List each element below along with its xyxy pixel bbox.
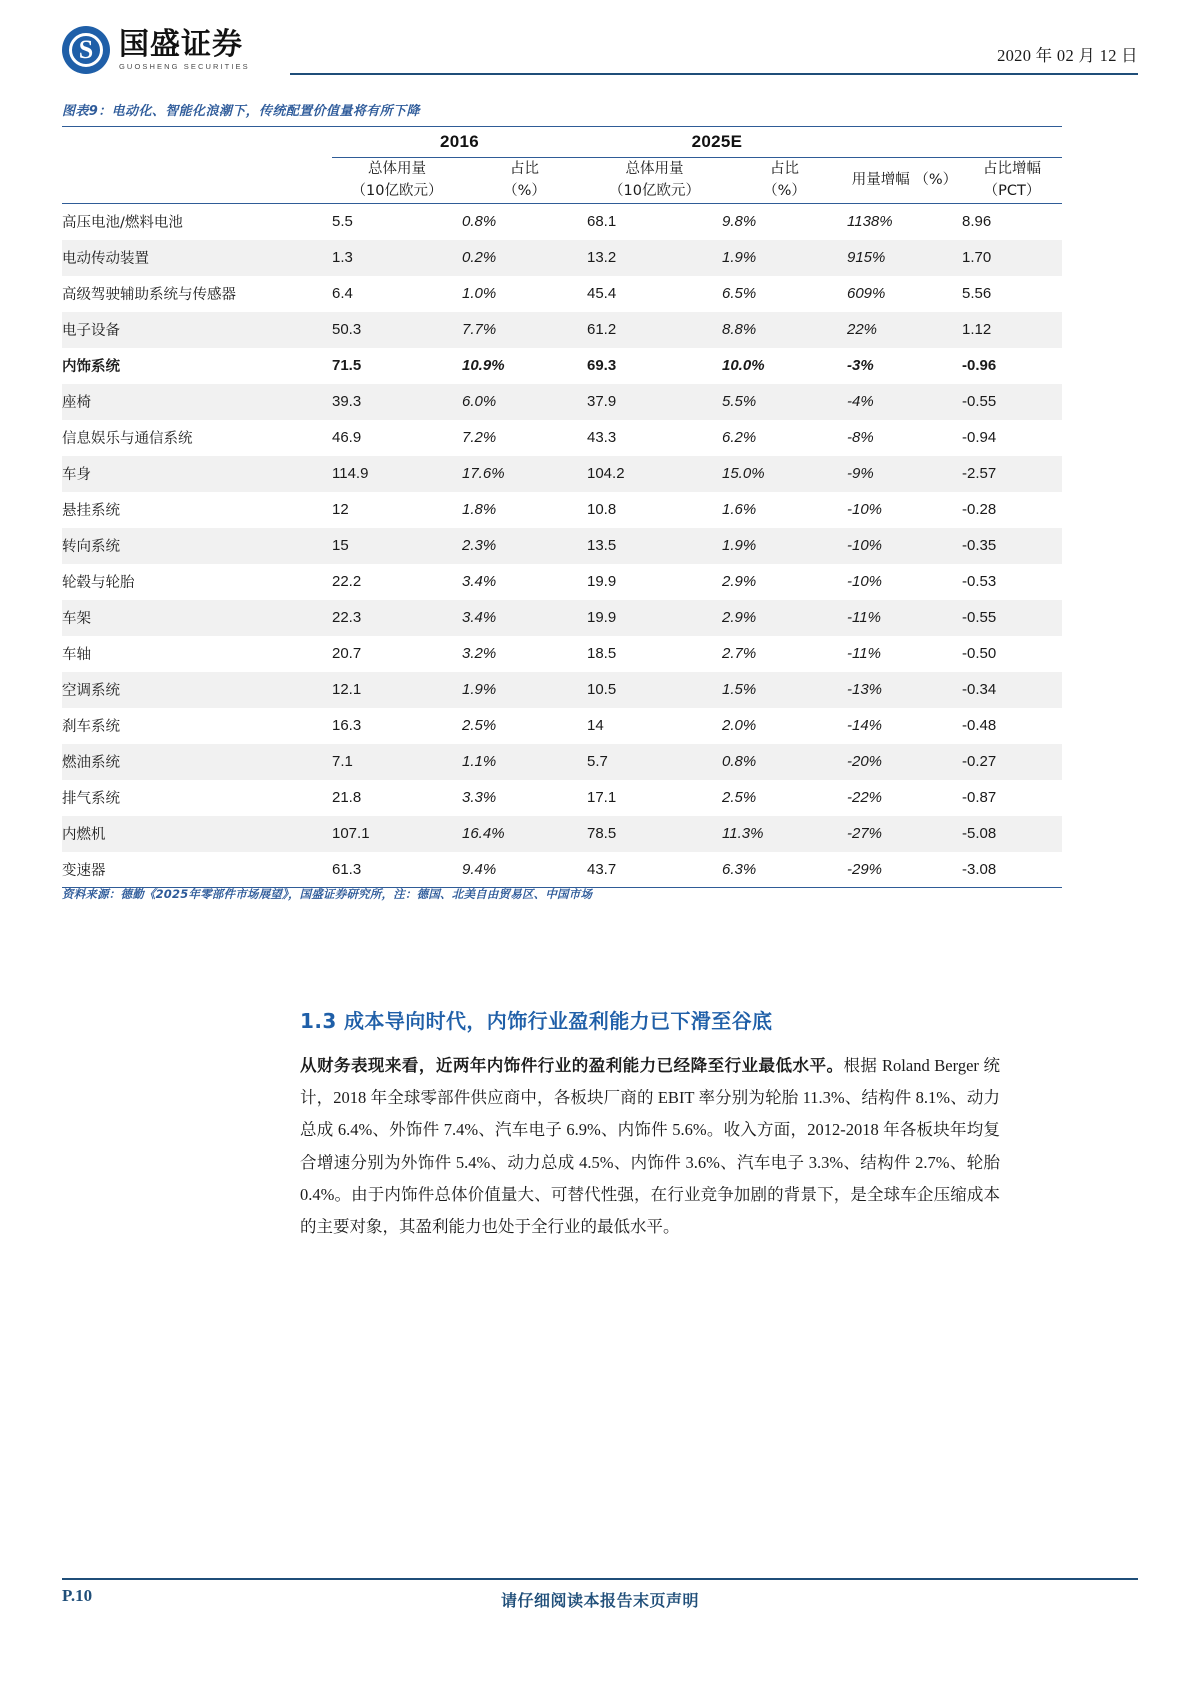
sub-header-total-2025-line1: 总体用量: [625, 161, 684, 177]
cell-share-2016: 2.3%: [462, 537, 497, 555]
cell-share-2025: 8.8%: [722, 321, 757, 339]
sub-header-share-change-line2: （PCT）: [983, 183, 1041, 200]
sub-header-growth: [847, 158, 962, 204]
table-row: [62, 276, 1062, 312]
cell-share-change: -0.94: [962, 429, 997, 447]
cell-share-2025: 10.0%: [722, 357, 765, 375]
cell-share-change: -0.55: [962, 393, 997, 411]
cell-total-2016: 7.1: [332, 753, 353, 771]
cell-total-2025: 13.5: [587, 537, 617, 555]
cell-share-2025: 0.8%: [722, 753, 757, 771]
cell-total-2016: 107.1: [332, 825, 370, 843]
cell-category: 变速器: [62, 863, 106, 880]
cell-growth: -3%: [847, 357, 874, 375]
cell-share-2016: 0.8%: [462, 213, 497, 231]
cell-category: 空调系统: [62, 683, 120, 700]
group-header-blank: [62, 127, 332, 158]
cell-total-2016: 20.7: [332, 645, 362, 663]
cell-total-2025: 13.2: [587, 249, 617, 267]
sub-header-total-2025: [587, 158, 722, 204]
paragraph-rest: 根据 Roland Berger 统计，2018 年全球零部件供应商中，各板块厂商的 EBIT 率分别为轮胎 11.3%、结构件 8.1%、动力总成 6.4%、外饰件 7.4%、汽车电子 6.9%、内饰件 5.6%。收入方面，2012-2018 年各板块年均复合增速分别为外饰件 5.4%、动力总成 4.5%、内饰件 3.6%、汽车电子 3.3%、结构件 2.7%、轮胎 0.4%。由于内饰件总体价值量大、可替代性强，在行业竞争加剧的背景下，是全球车企压缩成本的主要对象，其盈利能力也处于全行业的最低水平。: [300, 1056, 1000, 1236]
cell-total-2016: 22.2: [332, 573, 362, 591]
cell-total-2016: 21.8: [332, 789, 362, 807]
cell-share-2016: 0.2%: [462, 249, 497, 267]
cell-total-2016: 71.5: [332, 357, 362, 375]
table-row: [62, 600, 1062, 636]
cell-share-2025: 2.0%: [722, 717, 757, 735]
sub-header-category: [62, 158, 332, 204]
cell-total-2025: 68.1: [587, 213, 617, 231]
cell-total-2016: 15: [332, 537, 349, 555]
cell-share-2016: 9.4%: [462, 861, 497, 879]
section-paragraph: [300, 1050, 1000, 1243]
table-row: [62, 852, 1062, 888]
cell-category: 高压电池/燃料电池: [62, 215, 183, 232]
cell-share-2016: 1.8%: [462, 501, 497, 519]
cell-share-2016: 17.6%: [462, 465, 505, 483]
cell-category: 转向系统: [62, 539, 120, 556]
table-row: [62, 384, 1062, 420]
sub-header-share-2016-line1: 占比: [510, 161, 539, 177]
cell-total-2025: 19.9: [587, 573, 617, 591]
guosheng-logo-icon: [62, 26, 110, 74]
cell-share-2016: 1.1%: [462, 753, 497, 771]
cell-growth: -10%: [847, 537, 883, 555]
cell-growth: -29%: [847, 861, 883, 879]
group-header-2025e: 2025E: [587, 127, 847, 158]
cell-share-2016: 3.4%: [462, 609, 497, 627]
sub-header-share-2016-line2: （%）: [503, 183, 546, 200]
paragraph-lead: 从财务表现来看，近两年内饰件行业的盈利能力已经降至行业最低水平。: [300, 1056, 844, 1075]
table-row: [62, 420, 1062, 456]
cell-total-2025: 104.2: [587, 465, 625, 483]
cell-total-2016: 22.3: [332, 609, 362, 627]
cell-category: 刹车系统: [62, 719, 120, 736]
cell-total-2025: 61.2: [587, 321, 617, 339]
cell-share-2016: 16.4%: [462, 825, 505, 843]
cell-share-2025: 5.5%: [722, 393, 757, 411]
cell-growth: -10%: [847, 573, 883, 591]
header-divider: [290, 73, 1138, 75]
company-logo: [62, 26, 250, 74]
cell-category: 悬挂系统: [62, 503, 120, 520]
cell-growth: -27%: [847, 825, 883, 843]
page-header: [62, 26, 1138, 90]
cell-category: 排气系统: [62, 791, 120, 808]
cell-total-2016: 1.3: [332, 249, 353, 267]
cell-growth: -11%: [847, 609, 881, 627]
cell-share-change: -0.87: [962, 789, 997, 807]
table-row: [62, 492, 1062, 528]
cell-total-2016: 46.9: [332, 429, 362, 447]
cell-share-change: 8.96: [962, 213, 992, 231]
table-row: [62, 672, 1062, 708]
company-pinyin: GUOSHENG SECURITIES: [119, 62, 250, 72]
report-date: 2020 年 02 月 12 日: [997, 46, 1138, 65]
cell-growth: -8%: [847, 429, 874, 447]
table-head: [62, 127, 1062, 204]
cell-total-2016: 39.3: [332, 393, 362, 411]
cell-share-2016: 7.7%: [462, 321, 497, 339]
cell-share-change: 5.56: [962, 285, 992, 303]
cell-share-2025: 2.5%: [722, 789, 757, 807]
cell-share-2025: 1.5%: [722, 681, 757, 699]
table-row: [62, 204, 1062, 240]
group-header-2016: 2016: [332, 127, 587, 158]
cell-share-2016: 3.3%: [462, 789, 497, 807]
table-row: [62, 708, 1062, 744]
cell-share-change: -0.28: [962, 501, 997, 519]
cell-category: 电动传动装置: [62, 251, 149, 268]
cell-total-2016: 5.5: [332, 213, 353, 231]
cell-growth: -4%: [847, 393, 874, 411]
cell-share-change: -0.55: [962, 609, 997, 627]
sub-header-total-2025-line2: （10亿欧元）: [609, 183, 700, 200]
sub-header-total-2016-line1: 总体用量: [368, 161, 426, 177]
cell-category: 轮毂与轮胎: [62, 575, 135, 592]
cell-share-change: -2.57: [962, 465, 997, 483]
cell-share-change: -0.53: [962, 573, 997, 591]
cell-category: 座椅: [62, 395, 91, 412]
table-row: [62, 816, 1062, 852]
cell-total-2025: 43.3: [587, 429, 617, 447]
cell-total-2025: 18.5: [587, 645, 617, 663]
section-heading: 1.3 成本导向时代，内饰行业盈利能力已下滑至谷底: [300, 1009, 773, 1033]
table-row: [62, 456, 1062, 492]
cell-category: 车身: [62, 467, 91, 484]
exhibit-table-wrapper: [62, 126, 1062, 888]
cell-total-2025: 14: [587, 717, 604, 735]
cell-category: 高级驾驶辅助系统与传感器: [62, 287, 236, 304]
cell-share-2025: 11.3%: [722, 825, 764, 843]
cell-share-2025: 6.3%: [722, 861, 757, 879]
table-row: [62, 240, 1062, 276]
cell-share-2016: 7.2%: [462, 429, 497, 447]
sub-header-growth-line2: （%）: [914, 172, 958, 189]
sub-header-share-2016: [462, 158, 587, 204]
sub-header-total-2016: [332, 158, 462, 204]
cell-growth: -22%: [847, 789, 883, 807]
cell-share-change: -0.27: [962, 753, 997, 771]
logo-text-block: [119, 26, 250, 72]
cell-total-2025: 37.9: [587, 393, 617, 411]
sub-header-share-2025-line2: （%）: [763, 183, 806, 200]
cell-share-2025: 15.0%: [722, 465, 765, 483]
cell-share-2025: 2.9%: [722, 573, 757, 591]
page-number: P.10: [62, 1586, 93, 1605]
cell-share-2025: 9.8%: [722, 213, 757, 231]
exhibit-caption: 图表9：电动化、智能化浪潮下，传统配置价值量将有所下降: [62, 104, 420, 119]
cell-share-2025: 6.5%: [722, 285, 757, 303]
cell-share-change: -0.50: [962, 645, 997, 663]
sub-header-share-2025-line1: 占比: [770, 161, 799, 177]
cell-share-2025: 2.9%: [722, 609, 757, 627]
table-group-header-row: [62, 127, 1062, 158]
cell-share-2025: 6.2%: [722, 429, 757, 447]
table-row: [62, 636, 1062, 672]
cell-growth: -20%: [847, 753, 883, 771]
cell-share-change: -0.34: [962, 681, 997, 699]
cell-category: 内燃机: [62, 827, 106, 844]
cell-growth: -10%: [847, 501, 883, 519]
cell-growth: 609%: [847, 285, 886, 303]
cell-total-2016: 114.9: [332, 465, 369, 483]
cell-share-2025: 2.7%: [722, 645, 757, 663]
sub-header-share-2025: [722, 158, 847, 204]
cell-share-2016: 3.2%: [462, 645, 497, 663]
cell-total-2016: 6.4: [332, 285, 353, 303]
cell-growth: -13%: [847, 681, 883, 699]
cell-category: 燃油系统: [62, 755, 120, 772]
cell-share-2016: 3.4%: [462, 573, 497, 591]
cell-total-2025: 10.5: [587, 681, 617, 699]
sub-header-total-2016-line2: （10亿欧元）: [351, 183, 443, 200]
cell-total-2016: 50.3: [332, 321, 362, 339]
table-row: [62, 528, 1062, 564]
cell-share-2016: 1.0%: [462, 285, 497, 303]
cell-total-2025: 19.9: [587, 609, 617, 627]
cell-total-2025: 45.4: [587, 285, 617, 303]
cell-category: 车轴: [62, 647, 91, 664]
cell-share-change: -0.35: [962, 537, 997, 555]
table-sub-header-row: [62, 158, 1062, 204]
table-row: [62, 564, 1062, 600]
cell-category: 车架: [62, 611, 91, 628]
cell-total-2016: 12: [332, 501, 349, 519]
cell-share-change: 1.12: [962, 321, 992, 339]
cell-total-2025: 78.5: [587, 825, 617, 843]
cell-total-2025: 17.1: [587, 789, 617, 807]
cell-share-2016: 10.9%: [462, 357, 505, 375]
cell-category: 内饰系统: [62, 359, 120, 376]
group-header-blank-right: [847, 127, 1062, 158]
cell-share-2025: 1.9%: [722, 537, 757, 555]
cell-share-change: -0.96: [962, 357, 997, 375]
cell-total-2025: 10.8: [587, 501, 617, 519]
sub-header-share-change-line1: 占比增幅: [983, 161, 1041, 177]
cell-share-2016: 1.9%: [462, 681, 497, 699]
source-note: 资料来源：德勤《2025年零部件市场展望》，国盛证券研究所，注：德国、北美自由贸易区、中国市场: [62, 887, 593, 901]
cell-growth: 22%: [847, 321, 878, 339]
table-row: [62, 312, 1062, 348]
cell-share-2025: 1.6%: [722, 501, 757, 519]
cell-share-change: -3.08: [962, 861, 997, 879]
cell-growth: 915%: [847, 249, 886, 267]
table-row: [62, 744, 1062, 780]
footer-divider: [62, 1578, 1138, 1580]
cell-growth: -14%: [847, 717, 883, 735]
table-body: [62, 204, 1062, 888]
cell-growth: 1138%: [847, 213, 893, 231]
exhibit-table: [62, 126, 1062, 888]
cell-growth: -11%: [847, 645, 881, 663]
cell-total-2016: 61.3: [332, 861, 362, 879]
cell-share-change: -5.08: [962, 825, 997, 843]
cell-total-2025: 69.3: [587, 357, 617, 375]
cell-total-2016: 16.3: [332, 717, 362, 735]
footer-disclaimer: 请仔细阅读本报告末页声明: [500, 1591, 699, 1610]
cell-share-change: 1.70: [962, 249, 992, 267]
cell-share-2016: 6.0%: [462, 393, 497, 411]
table-row: [62, 348, 1062, 384]
table-row: [62, 780, 1062, 816]
sub-header-growth-line1: 用量增幅: [851, 172, 910, 189]
cell-total-2025: 5.7: [587, 753, 608, 771]
cell-growth: -9%: [847, 465, 874, 483]
cell-share-change: -0.48: [962, 717, 997, 735]
cell-share-2016: 2.5%: [462, 717, 497, 735]
cell-category: 信息娱乐与通信系统: [62, 431, 193, 448]
cell-share-2025: 1.9%: [722, 249, 757, 267]
cell-total-2016: 12.1: [332, 681, 362, 699]
company-name: 国盛证券: [119, 26, 243, 62]
sub-header-share-change: [962, 158, 1062, 204]
cell-total-2025: 43.7: [587, 861, 617, 879]
cell-category: 电子设备: [62, 323, 120, 340]
